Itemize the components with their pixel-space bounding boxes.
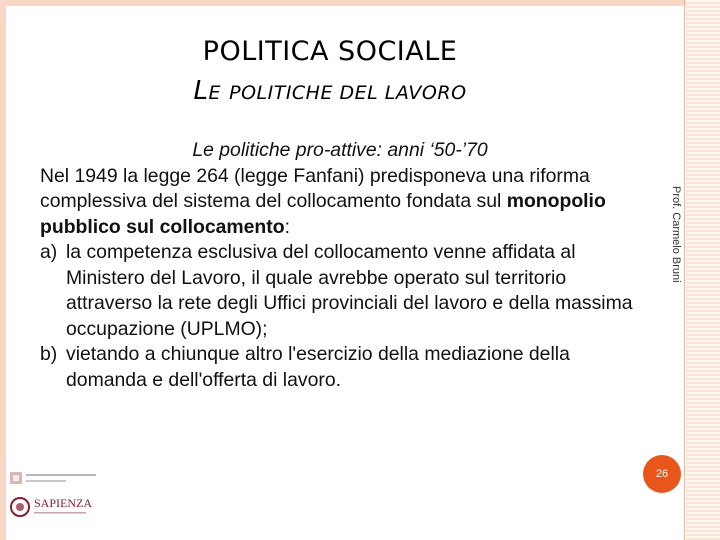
author-text: Prof. Carmelo Bruni <box>670 186 682 283</box>
university-logo <box>10 492 130 527</box>
list-marker: b) <box>40 343 58 365</box>
top-border <box>0 0 720 6</box>
slide-body <box>40 138 640 393</box>
list-item-text: la competenza esclusiva del collocamento venne affidata al Ministero del Lavoro, il quale avrebbe operato sul territorio attraverso la rete degli Uffici provinciali del lavoro e della massima occupazione (UPLMO); <box>66 241 633 340</box>
slide-title: POLITICA SOCIALE <box>202 36 458 67</box>
list-item-text: vietando a chiunque altro l'esercizio della mediazione della domanda e dell'offerta di lavoro. <box>66 343 570 391</box>
subtitle-rest: POLITICHE DEL LAVORO <box>229 82 467 104</box>
list-item <box>40 342 640 393</box>
slide-subtitle <box>0 76 660 106</box>
intro-bold-text: monopolio pubblico sul collocamento <box>40 190 606 238</box>
list-item <box>40 240 640 342</box>
intro-paragraph <box>40 164 640 241</box>
subtitle-first-word-rest: E <box>208 82 221 104</box>
department-logo-graphic <box>10 470 140 488</box>
intro-colon: : <box>284 215 290 238</box>
section-heading: Le politiche pro-attive: anni ‘50-’70 <box>192 139 488 161</box>
department-logo <box>10 470 140 493</box>
page-number-badge <box>643 455 681 493</box>
university-name: SAPIENZA <box>34 496 93 510</box>
page-number: 26 <box>655 468 669 480</box>
list-marker: a) <box>40 241 58 263</box>
subtitle-initial: L <box>193 76 209 106</box>
author-label <box>671 138 685 298</box>
university-logo-graphic <box>10 492 130 522</box>
intro-text: Nel 1949 la legge 264 (legge Fanfani) predisponeva una riforma complessiva del sistema del collocamento fondata sul <box>40 164 590 212</box>
side-stripe <box>686 0 720 540</box>
